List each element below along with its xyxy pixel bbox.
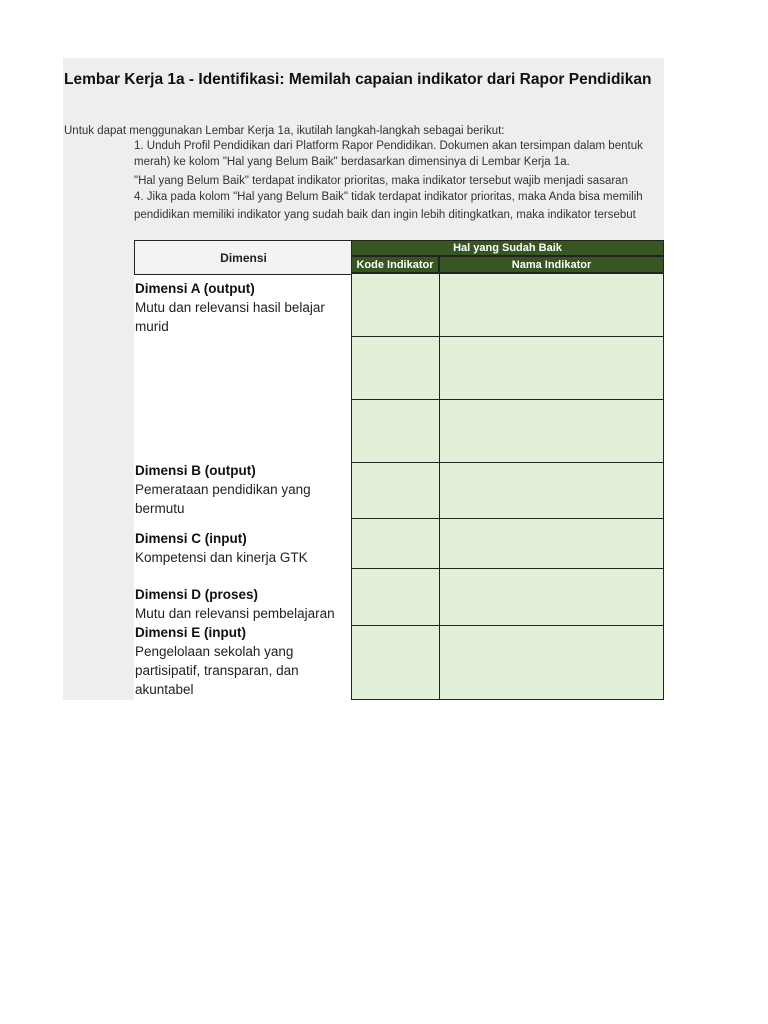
nama-indikator-cell[interactable] [439,399,664,463]
header-nama-indikator: Nama Indikator [439,256,664,273]
dimension-name: Dimensi E (input) [135,625,246,640]
dimension-name: Dimensi A (output) [135,281,255,296]
header-dimensi: Dimensi [134,240,353,275]
nama-indikator-cell[interactable] [439,625,664,700]
kode-indikator-cell[interactable] [351,336,440,400]
kode-indikator-cell[interactable] [351,568,440,626]
dimension-c [135,529,349,567]
nama-indikator-cell[interactable] [439,568,664,626]
header-hal-yang-sudah-baik: Hal yang Sudah Baik [351,240,664,256]
kode-indikator-cell[interactable] [351,399,440,463]
nama-indikator-cell[interactable] [439,518,664,569]
dimension-a [135,279,349,336]
dimension-b [135,461,349,518]
kode-indikator-cell[interactable] [351,625,440,700]
nama-indikator-cell[interactable] [439,336,664,400]
kode-indikator-cell[interactable] [351,462,440,519]
dimension-description: Pemerataan pendidikan yang bermutu [135,482,311,516]
dimension-d [135,585,349,623]
dimension-name: Dimensi D (proses) [135,587,259,602]
nama-indikator-cell[interactable] [439,462,664,519]
instruction-line-4: 4. Jika pada kolom "Hal yang Belum Baik" tidak terdapat indikator prioritas, maka Anda bisa memilih [134,191,643,203]
kode-indikator-cell[interactable] [351,518,440,569]
instruction-line-1: 1. Unduh Profil Pendidikan dari Platform Rapor Pendidikan. Dokumen akan tersimpan dalam bentuk [134,140,643,152]
dimension-description: Pengelolaan sekolah yang partisipatif, transparan, dan akuntabel [135,644,299,697]
dimension-name: Dimensi C (input) [135,531,247,546]
dimension-description: Mutu dan relevansi pembelajaran [135,606,335,621]
instruction-line-5: pendidikan memiliki indikator yang sudah baik dan ingin lebih ditingkatkan, maka indikator tersebut [134,209,636,221]
instruction-line-3: "Hal yang Belum Baik" terdapat indikator prioritas, maka indikator tersebut wajib menjadi sasaran [134,175,628,187]
nama-indikator-cell[interactable] [439,273,664,337]
instruction-line-2: merah) ke kolom "Hal yang Belum Baik" berdasarkan dimensinya di Lembar Kerja 1a. [134,156,570,168]
dimension-description: Mutu dan relevansi hasil belajar murid [135,300,325,334]
dimension-e [135,623,349,699]
intro-text: Untuk dapat menggunakan Lembar Kerja 1a, ikutilah langkah-langkah sebagai berikut: [64,125,505,137]
dimension-name: Dimensi B (output) [135,463,256,478]
worksheet-title: Lembar Kerja 1a - Identifikasi: Memilah capaian indikator dari Rapor Pendidikan [64,71,652,88]
kode-indikator-cell[interactable] [351,273,440,337]
header-kode-indikator: Kode Indikator [351,256,439,273]
dimension-description: Kompetensi dan kinerja GTK [135,550,308,565]
worksheet [63,58,664,700]
